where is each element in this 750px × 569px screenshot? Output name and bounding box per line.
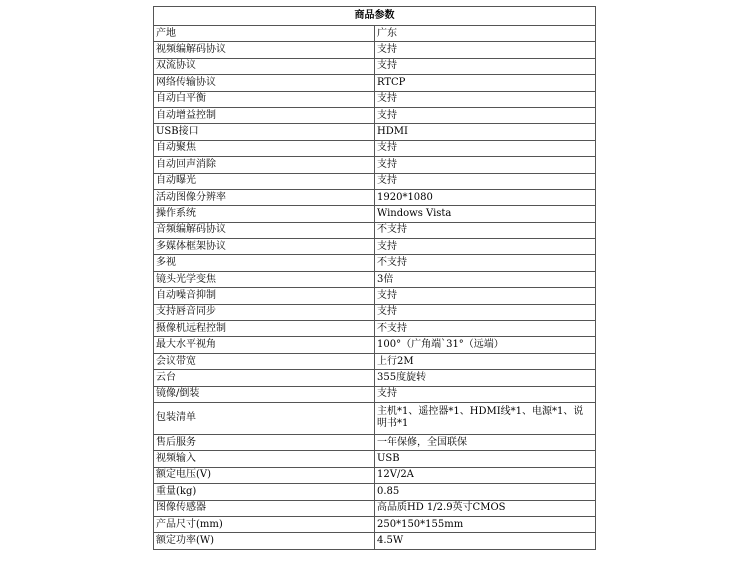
param-value: Windows Vista: [375, 206, 596, 222]
param-name: 售后服务: [154, 434, 375, 450]
param-value: 高品质HD 1/2.9英寸CMOS: [375, 500, 596, 516]
param-name: 额定功率(W): [154, 533, 375, 549]
table-row: [154, 91, 596, 107]
table-row: [154, 26, 596, 42]
param-value: HDMI: [375, 124, 596, 140]
param-name: 网络传输协议: [154, 75, 375, 91]
table-row: [154, 386, 596, 402]
param-name: 产地: [154, 26, 375, 42]
table-row: [154, 304, 596, 320]
param-value: 支持: [375, 386, 596, 402]
param-name: 重量(kg): [154, 484, 375, 500]
param-name: 视频输入: [154, 451, 375, 467]
param-name: 双流协议: [154, 58, 375, 74]
param-value: 支持: [375, 58, 596, 74]
param-value: RTCP: [375, 75, 596, 91]
table-row: [154, 107, 596, 123]
param-value: 支持: [375, 42, 596, 58]
param-name: 自动曝光: [154, 173, 375, 189]
table-row: [154, 157, 596, 173]
param-name: 产品尺寸(mm): [154, 516, 375, 532]
table-row: [154, 484, 596, 500]
param-value: 不支持: [375, 222, 596, 238]
table-row: [154, 533, 596, 549]
table-row: [154, 516, 596, 532]
param-name: 音频编解码协议: [154, 222, 375, 238]
table-row: [154, 434, 596, 450]
param-value: 支持: [375, 304, 596, 320]
table-row: [154, 288, 596, 304]
spec-table: [153, 6, 596, 550]
table-row: [154, 402, 596, 434]
param-value: 支持: [375, 173, 596, 189]
table-row: [154, 75, 596, 91]
table-row: [154, 58, 596, 74]
param-value: 支持: [375, 140, 596, 156]
param-value: 355度旋转: [375, 370, 596, 386]
table-row: [154, 467, 596, 483]
param-value: 支持: [375, 91, 596, 107]
table-row: [154, 239, 596, 255]
spec-table-title-row: [154, 7, 596, 26]
spec-table-title: 商品参数: [154, 7, 596, 26]
param-name: 多视: [154, 255, 375, 271]
param-value: 12V/2A: [375, 467, 596, 483]
param-value: 一年保修，全国联保: [375, 434, 596, 450]
param-name: 会议带宽: [154, 353, 375, 369]
param-value: 1920*1080: [375, 189, 596, 205]
table-row: [154, 206, 596, 222]
param-name: 镜头光学变焦: [154, 271, 375, 287]
table-row: [154, 500, 596, 516]
table-row: [154, 222, 596, 238]
param-value: 广东: [375, 26, 596, 42]
table-row: [154, 173, 596, 189]
param-name: 额定电压(V): [154, 467, 375, 483]
param-name: 支持唇音同步: [154, 304, 375, 320]
param-name: 自动增益控制: [154, 107, 375, 123]
param-name: 活动图像分辨率: [154, 189, 375, 205]
param-value: 不支持: [375, 321, 596, 337]
param-value: 0.85: [375, 484, 596, 500]
table-row: [154, 353, 596, 369]
param-value: 支持: [375, 157, 596, 173]
param-name: 云台: [154, 370, 375, 386]
table-row: [154, 451, 596, 467]
table-row: [154, 42, 596, 58]
param-value: 支持: [375, 288, 596, 304]
param-name: 最大水平视角: [154, 337, 375, 353]
param-name: 视频编解码协议: [154, 42, 375, 58]
table-row: [154, 271, 596, 287]
table-row: [154, 124, 596, 140]
param-value: 不支持: [375, 255, 596, 271]
param-name: 操作系统: [154, 206, 375, 222]
param-value: 支持: [375, 239, 596, 255]
table-row: [154, 321, 596, 337]
param-name: 自动聚焦: [154, 140, 375, 156]
param-value: 上行2M: [375, 353, 596, 369]
param-value: 主机*1、遥控器*1、HDMI线*1、电源*1、说明书*1: [375, 402, 596, 434]
param-name: 自动噪音抑制: [154, 288, 375, 304]
param-name: 包装清单: [154, 402, 375, 434]
param-name: 图像传感器: [154, 500, 375, 516]
param-value: 250*150*155mm: [375, 516, 596, 532]
table-row: [154, 337, 596, 353]
param-name: 自动白平衡: [154, 91, 375, 107]
param-name: 多媒体框架协议: [154, 239, 375, 255]
param-value: 支持: [375, 107, 596, 123]
table-row: [154, 370, 596, 386]
table-row: [154, 140, 596, 156]
param-value: 100°（广角端`31°（远端）: [375, 337, 596, 353]
param-value: 4.5W: [375, 533, 596, 549]
param-value: 3倍: [375, 271, 596, 287]
table-row: [154, 189, 596, 205]
param-name: USB接口: [154, 124, 375, 140]
param-name: 摄像机远程控制: [154, 321, 375, 337]
table-row: [154, 255, 596, 271]
param-name: 镜像/倒装: [154, 386, 375, 402]
param-name: 自动回声消除: [154, 157, 375, 173]
param-value: USB: [375, 451, 596, 467]
